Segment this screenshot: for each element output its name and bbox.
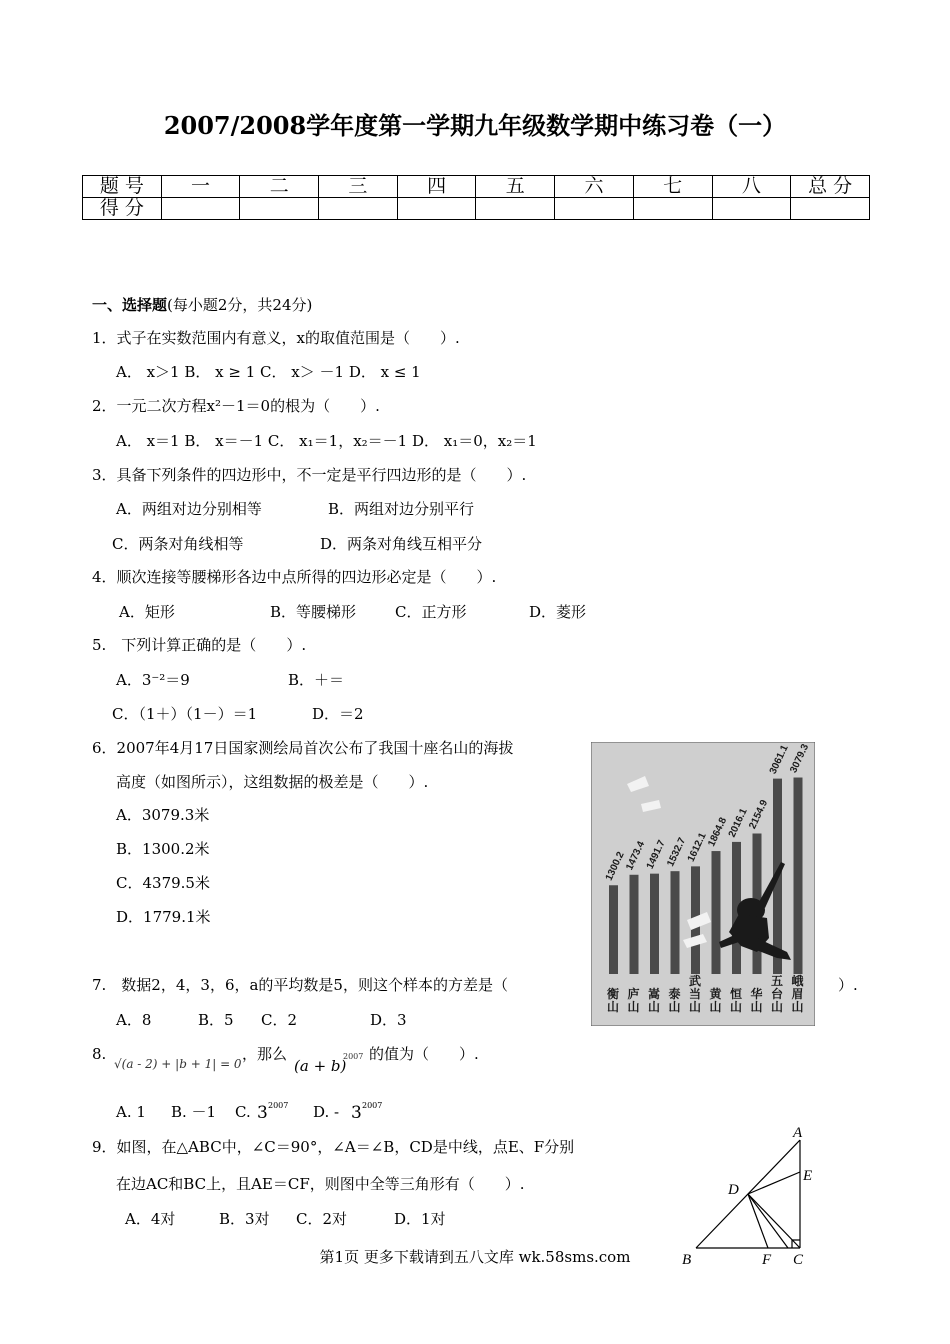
mountain-name-char: 山 (689, 1000, 702, 1014)
mountain-name-char: 山 (791, 1000, 804, 1014)
question-8-number: 8. (92, 1045, 107, 1063)
question-7-option-a: A．8 (116, 1011, 152, 1029)
question-5-stem: 5. 下列计算正确的是（ ）. (92, 636, 307, 654)
mountain-height-label: 1864.8 (706, 815, 730, 849)
question-3-option-a: A．两组对边分别相等 (116, 500, 262, 518)
question-8-formula: √(a - 2) + |b + 1| = 0 (114, 1057, 242, 1071)
mountain-name-char: 山 (607, 1000, 620, 1014)
mountain-height-label: 1491.7 (644, 838, 668, 871)
mountain-name-char: 武 (689, 974, 702, 988)
mountain-name-char: 眉 (791, 987, 804, 1001)
mountain-name-char: 泰 (668, 987, 681, 1001)
question-6-option-d: D．1779.1米 (116, 908, 211, 926)
mountain-bar (650, 874, 659, 974)
question-8-option-d-exponent: 2007 (362, 1101, 383, 1110)
mountain-height-label: 2016.1 (726, 806, 750, 840)
score-header-cell: 六 (555, 176, 634, 198)
mountain-name-char: 山 (771, 1000, 784, 1014)
mountain-name-char: 山 (627, 1000, 640, 1014)
question-1-options: A． x＞1 B． x ≥ 1 C． x＞ －1 D． x ≤ 1 (116, 363, 421, 381)
question-6-option-a: A．3079.3米 (116, 806, 210, 824)
section-title: 一、选择题 (92, 296, 168, 314)
mountain-bar (712, 851, 721, 974)
question-8-power-exponent: 2007 (343, 1052, 364, 1061)
question-4-option-a: A．矩形 (119, 603, 175, 621)
section-heading (92, 294, 312, 315)
mountain-name-char: 当 (689, 987, 702, 1001)
question-7-option-d: D．3 (370, 1011, 407, 1029)
question-5-option-d: D．＝2 (312, 705, 364, 723)
question-8-power-base: (a + b) (294, 1057, 347, 1075)
score-cell[interactable] (319, 198, 398, 220)
mountain-name-char: 庐 (627, 987, 640, 1001)
page-footer: 第1页 更多下载请到五八文库 wk.58sms.com (319, 1248, 631, 1266)
question-6-option-c: C．4379.5米 (116, 874, 210, 892)
mountain-name-char: 恒 (730, 987, 743, 1001)
mountain-height-label: 1300.2 (603, 850, 627, 883)
mountain-name-char: 峨 (791, 974, 804, 988)
question-8-option-b: B. －1 (171, 1103, 217, 1121)
question-8-option-a: A. 1 (116, 1103, 146, 1121)
question-2-stem: 2．一元二次方程x²－1＝0的根为（ ）. (92, 397, 380, 415)
question-8-option-d: D. - (313, 1103, 340, 1121)
point-label-e: E (803, 1168, 813, 1184)
score-header-cell: 二 (240, 176, 319, 198)
question-4-option-c: C．正方形 (395, 603, 467, 621)
question-7-stem-end: ）. (838, 976, 858, 994)
question-3-option-c: C．两条对角线相等 (112, 535, 244, 553)
mountain-height-label: 1532.7 (665, 836, 689, 869)
score-header-cell: 五 (476, 176, 555, 198)
score-cell[interactable] (476, 198, 555, 220)
mountain-name-char: 山 (730, 1000, 743, 1014)
score-header-cell: 三 (319, 176, 398, 198)
score-header-cell: 四 (397, 176, 476, 198)
mountain-name-char: 山 (709, 1000, 722, 1014)
mountain-height-label: 1473.4 (624, 839, 648, 873)
question-3-option-d: D．两条对角线互相平分 (320, 535, 483, 553)
question-8-option-c: C. (235, 1103, 251, 1121)
question-9-stem-line-1: 9．如图，在△ABC中，∠C＝90°，∠A＝∠B，CD是中线，点E、F分别 (92, 1138, 575, 1156)
question-1-stem: 1．式子在实数范围内有意义，x的取值范围是（ ）. (92, 329, 460, 347)
question-6-option-b: B．1300.2米 (116, 840, 210, 858)
mountain-height-chart (591, 742, 815, 1026)
score-cell[interactable] (397, 198, 476, 220)
question-7-stem: 7. 数据2，4，3，6，a的平均数是5，则这个样本的方差是（ (92, 976, 508, 994)
question-3-stem: 3．具备下列条件的四边形中，不一定是平行四边形的是（ ）. (92, 466, 527, 484)
score-header-cell: 八 (712, 176, 791, 198)
vertex-label-a: A (793, 1125, 803, 1141)
score-table (82, 175, 870, 220)
score-cell[interactable] (791, 198, 870, 220)
question-9-option-c: C．2对 (296, 1210, 348, 1228)
question-9-option-d: D．1对 (394, 1210, 446, 1228)
point-label-f: F (762, 1252, 772, 1268)
mountain-name-char: 华 (750, 987, 763, 1001)
mountain-bar (630, 875, 639, 974)
question-5-option-a: A．3⁻²＝9 (116, 671, 190, 689)
score-header-cell: 题 号 (83, 176, 162, 198)
question-8-option-d-base: 3 (351, 1103, 362, 1123)
mountain-name-char: 五 (771, 974, 784, 988)
mountain-height-label: 2154.9 (747, 798, 771, 831)
score-table-header-row (83, 176, 870, 198)
mountain-height-label: 3079.3 (788, 742, 812, 775)
question-8-stem-end: 的值为（ ）. (369, 1045, 479, 1063)
question-8-option-c-exponent: 2007 (268, 1101, 289, 1110)
question-8-option-c-base: 3 (257, 1103, 268, 1123)
question-9-option-b: B．3对 (219, 1210, 270, 1228)
mountain-name-char: 台 (771, 987, 784, 1001)
question-4-option-d: D．菱形 (529, 603, 587, 621)
vertex-label-c: C (793, 1252, 804, 1268)
question-5-option-b: B．＋＝ (288, 671, 345, 689)
section-note: (每小题2分，共24分) (167, 296, 313, 314)
question-4-option-b: B．等腰梯形 (270, 603, 357, 621)
question-8-stem-mid: ，那么 (242, 1045, 288, 1063)
mountain-name-char: 衡 (607, 987, 620, 1001)
score-cell[interactable] (555, 198, 634, 220)
mountain-height-label: 3061.1 (767, 743, 791, 776)
question-4-stem: 4．顺次连接等腰梯形各边中点所得的四边形必定是（ ）. (92, 568, 497, 586)
score-label-cell: 得 分 (83, 198, 162, 220)
score-cell[interactable] (633, 198, 712, 220)
score-header-cell: 一 (161, 176, 240, 198)
question-9-stem-line-2: 在边AC和BC上，且AE＝CF，则图中全等三角形有（ ）. (116, 1175, 525, 1193)
question-7-option-b: B．5 (198, 1011, 234, 1029)
question-6-stem-line-1: 6．2007年4月17日国家测绘局首次公布了我国十座名山的海拔 (92, 739, 514, 757)
page-title: 2007/2008学年度第一学期九年级数学期中练习卷（一） (163, 111, 787, 140)
mountain-height-label: 1612.1 (685, 831, 709, 864)
score-header-cell: 七 (633, 176, 712, 198)
score-cell[interactable] (712, 198, 791, 220)
mountain-name-char: 山 (648, 1000, 661, 1014)
mountain-name-char: 山 (668, 1000, 681, 1014)
mountain-name-char: 山 (750, 1000, 763, 1014)
score-header-cell: 总 分 (791, 176, 870, 198)
score-cell[interactable] (161, 198, 240, 220)
question-2-options: A． x＝1 B． x＝－1 C． x₁＝1，x₂＝－1 D． x₁＝0，x₂＝1 (116, 432, 537, 450)
vertex-label-b: B (682, 1252, 692, 1268)
mountain-name-char: 黄 (709, 987, 722, 1001)
mountain-bar (671, 871, 680, 974)
score-cell[interactable] (240, 198, 319, 220)
mountain-name-char: 嵩 (648, 987, 661, 1001)
point-label-d: D (728, 1182, 739, 1198)
mountain-bar (609, 885, 618, 974)
question-6-stem-line-2: 高度（如图所示），这组数据的极差是（ ）. (116, 773, 429, 791)
question-7-option-c: C．2 (261, 1011, 298, 1029)
score-table-score-row (83, 198, 870, 220)
mountain-bar (794, 778, 803, 974)
question-9-option-a: A．4对 (125, 1210, 176, 1228)
question-5-option-c: C．（1＋）（1－）＝1 (112, 705, 258, 723)
question-3-option-b: B．两组对边分别平行 (328, 500, 475, 518)
